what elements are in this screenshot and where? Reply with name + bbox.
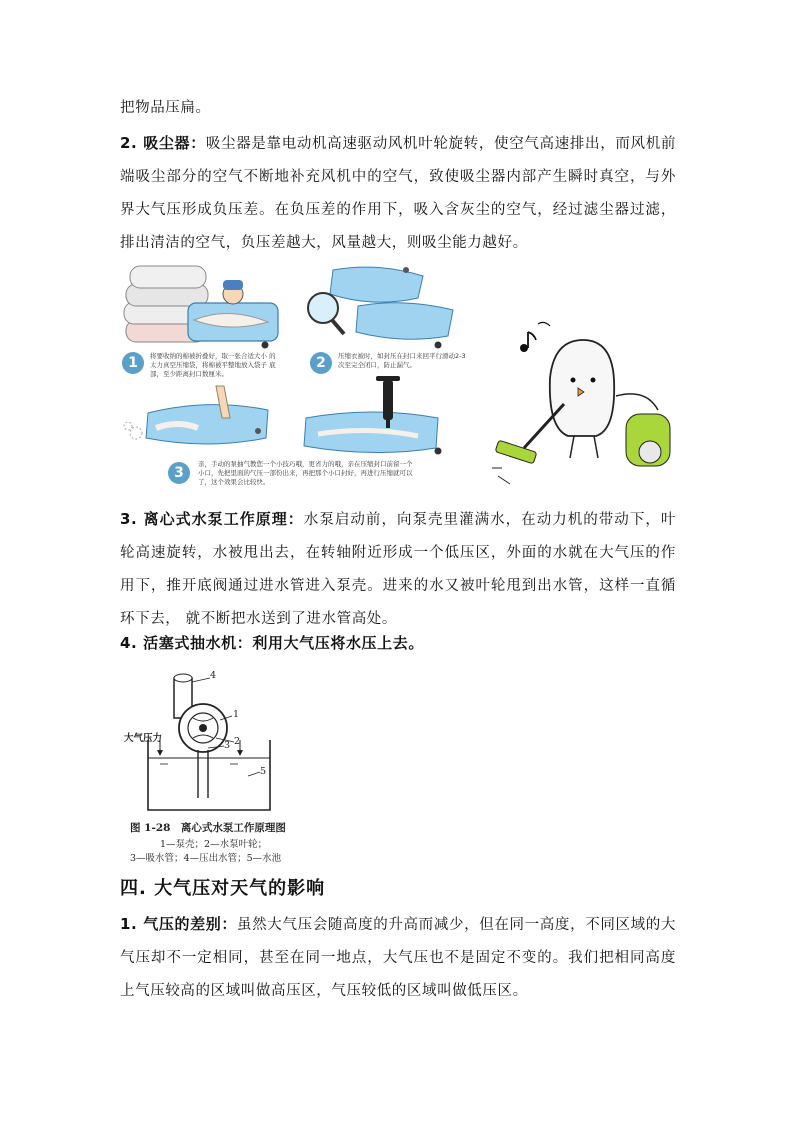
step1-caption: 将要收纳的棉被折叠好，取一张合适大小 的太力真空压缩袋，将棉被平整地放入袋子 底部，至少距离封口数厘米。: [150, 352, 276, 378]
music-note-icon: [520, 322, 550, 352]
atmospheric-pressure-label: 大气压力: [124, 733, 163, 744]
section-text: 吸尘器是靠电动机高速驱动风机叶轮旋转，使空气高速排出，而风机前端吸尘部分的空气不断地补充风机中的空气，致使吸尘器内部产生瞬时真空，与外界大气压形成负压差。在负压差的作用下，吸入含灰尘的空气，经过滤尘器过滤，排出清洁的空气，负压差越大，风量越大，则吸尘能力越好。: [120, 136, 676, 251]
section-centrifugal-pump: [120, 503, 676, 636]
label-3: 3: [224, 740, 231, 751]
section-lead: 2. 吸尘器：: [120, 134, 206, 152]
vacuum-bag-steps-figure: [118, 258, 472, 486]
label-4: 4: [210, 670, 217, 681]
vacuum-bag-image: [124, 386, 268, 444]
step3-number-badge: 3: [168, 462, 190, 484]
section-text: 利用大气压将水压上去。: [252, 634, 424, 652]
centrifugal-pump-diagram: [120, 668, 290, 868]
vacuum-bag-image: [330, 267, 453, 349]
diagram-title: 图 1-28 离心式水泵工作原理图: [130, 822, 286, 834]
step1-number-badge: 1: [122, 352, 144, 374]
diagram-legend-line1: 1—泵壳；2—水泵叶轮；: [160, 839, 268, 850]
diagram-legend-line2: 3—吸水管；4—压出水管；5—水池: [130, 853, 282, 864]
section-text: 水泵启动前，向泵壳里灌满水，在动力机的带动下，叶轮高速旋转，水被甩出去，在转轴附近形成一个低压区，外面的水就在大气压的作用下，推开底阀通过进水管进入泵壳。进来的水又被叶轮甩到出水管，这样一直循环下去， 就不断把水送到了进水管高处。: [120, 512, 676, 627]
magnifier-icon: [308, 293, 344, 334]
label-2: 2: [234, 736, 241, 747]
label-5: 5: [260, 766, 267, 777]
step2-caption: 压缩衣被时，如封压在封口来回平行滑动2-3次至完全闭口，防止漏气。: [338, 352, 466, 369]
section-piston-pump: [120, 627, 676, 661]
section-text: 虽然大气压会随高度的升高而减少，但在同一高度，不同区域的大气压却不一定相同，甚至在同一地点，大气压也不是固定不变的。我们把相同高度上气压较高的区域叫做高压区，气压较低的区域叫做低压区。: [120, 917, 676, 999]
section-pressure-difference: [120, 908, 676, 1008]
para0-text: 把物品压扁。: [120, 100, 211, 116]
step3-caption: 亲，手动的泵抽气教您一个小技巧哦，更省力的哦，亲在压缩封口前留一个小口，先把里面的气压一部份出来，再把那个小口封好，再进行压缩就可以了，这个效果会比较快。: [198, 460, 413, 486]
step2-number-badge: 2: [310, 352, 332, 374]
section-lead: 4. 活塞式抽水机：: [120, 634, 253, 652]
section-lead: 1. 气压的差别：: [120, 915, 238, 933]
section-vacuum-cleaner: [120, 127, 676, 260]
vacuum-bag-image: [304, 412, 442, 455]
section-lead: 3. 离心式水泵工作原理：: [120, 510, 304, 528]
paragraph-continuation: [120, 92, 676, 125]
label-1: 1: [233, 709, 240, 720]
vacuum-cleaner-character-image: [478, 318, 674, 490]
section-heading: 四. 大气压对天气的影响: [120, 878, 326, 899]
